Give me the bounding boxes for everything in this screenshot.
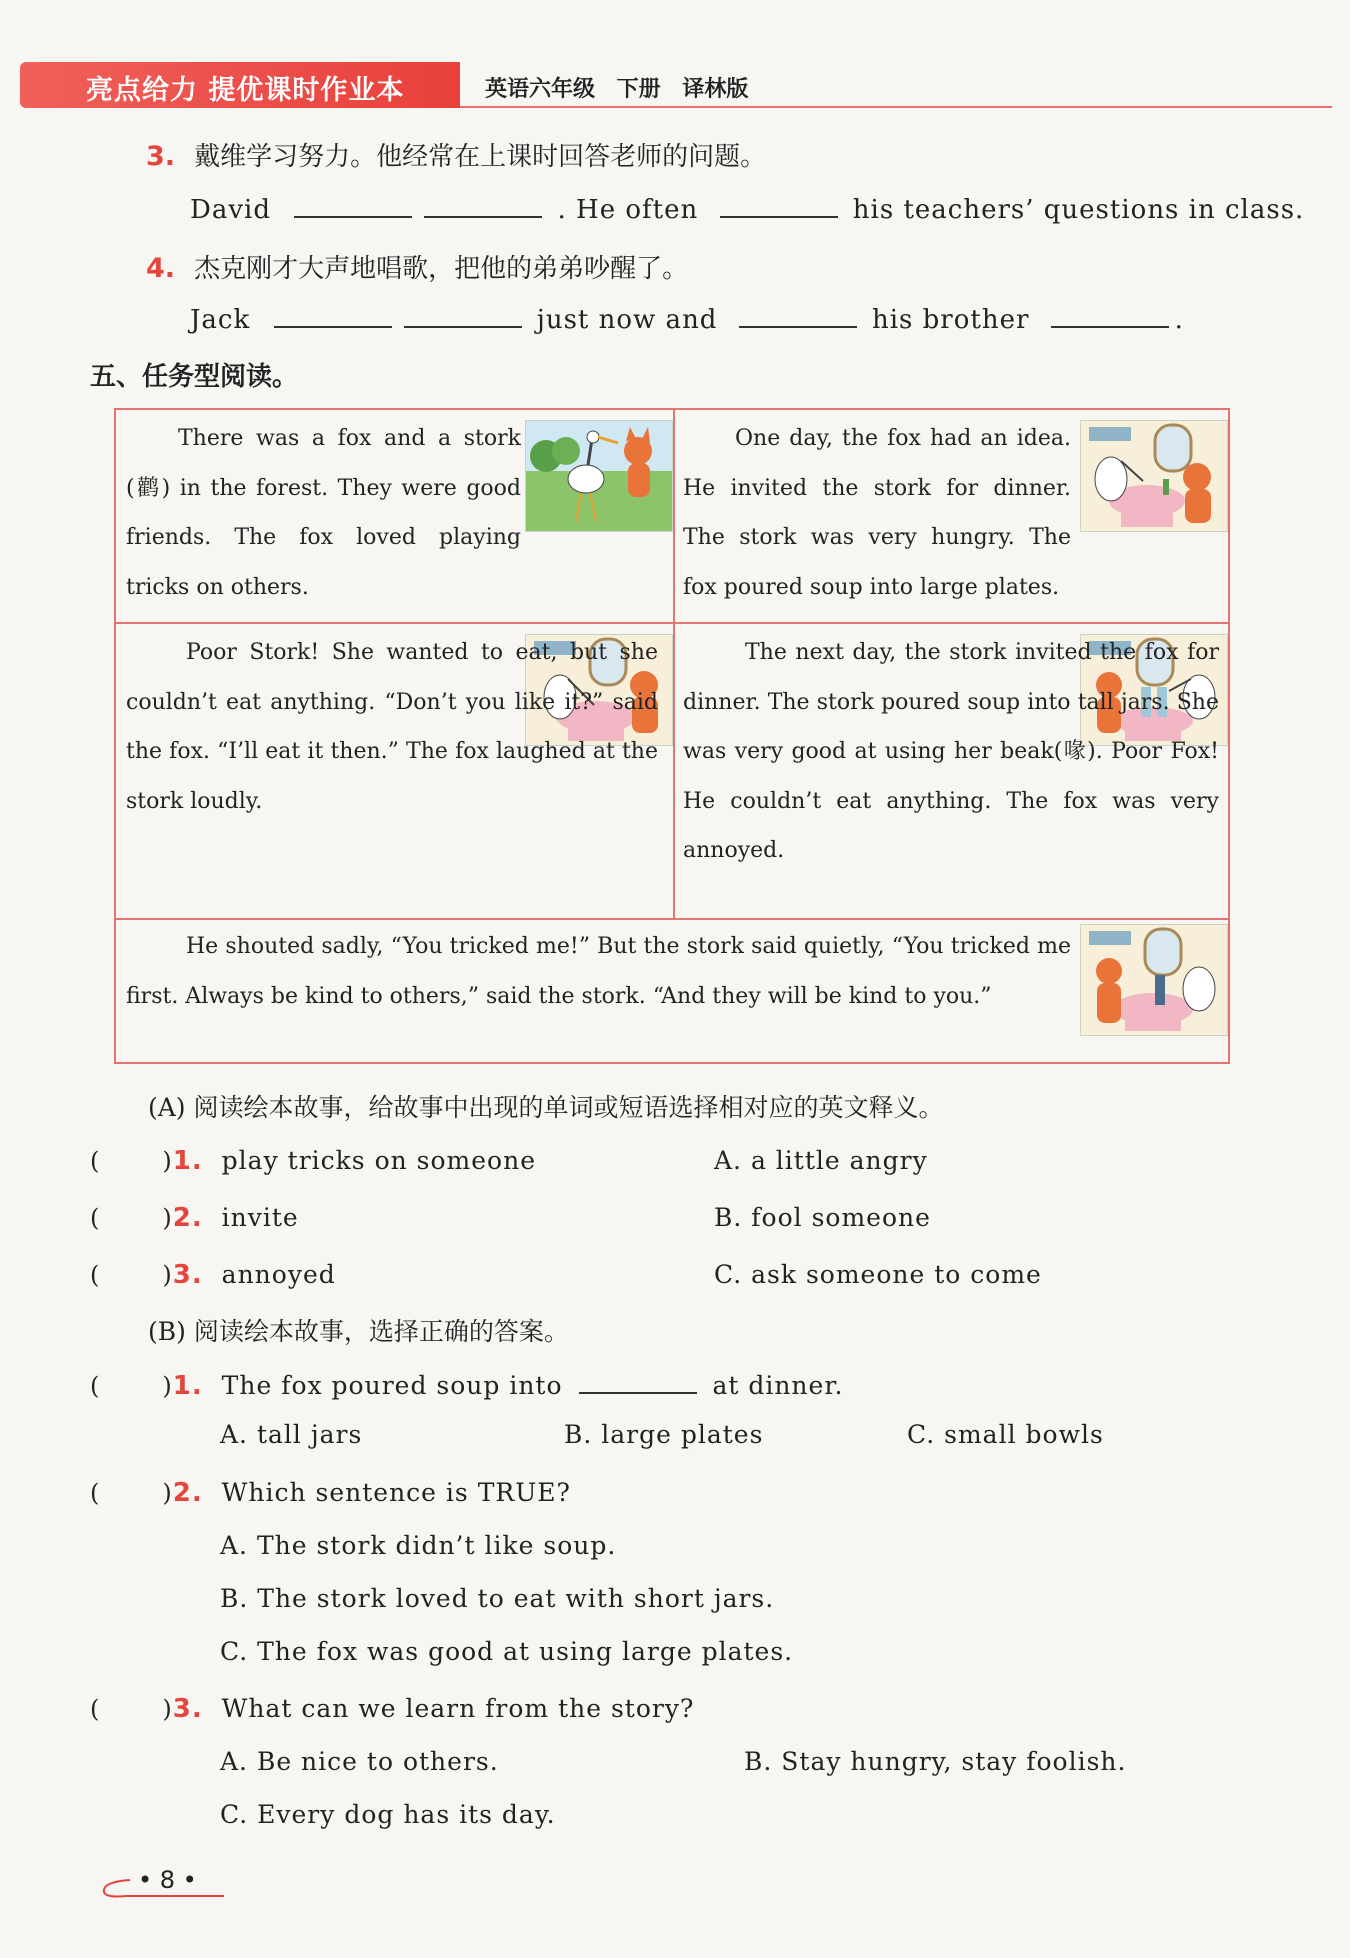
story-paragraph-4 xyxy=(683,628,1219,876)
question-number: 3. xyxy=(172,1260,203,1290)
option-b: B. The stork loved to eat with short jars. xyxy=(220,1584,775,1613)
part-b-question-3 xyxy=(90,1694,694,1724)
sentence-part: his teachers’ questions in class. xyxy=(852,195,1305,225)
story-text: The next day, the stork invited the fox for dinner. The stork poured soup into tall jars. She was very good at using her beak(喙). Poor Fox! He couldn’t eat anything. The fox was very annoyed. xyxy=(683,640,1219,863)
answer-paren-open: ( xyxy=(90,1147,101,1175)
answer-blank[interactable] xyxy=(424,192,542,218)
divider xyxy=(116,918,1228,920)
answer-blank[interactable] xyxy=(274,302,392,328)
answer-paren-open: ( xyxy=(90,1204,101,1232)
sentence-part: his brother xyxy=(871,305,1030,335)
part-b-question-2 xyxy=(90,1478,571,1508)
story-table xyxy=(114,408,1230,1064)
story-text: Poor Stork! She wanted to eat, but she couldn’t eat anything. “Don’t you like it?” said the fox. “I’ll eat it then.” The fox laughed at the stork loudly. xyxy=(126,640,658,814)
item-3-english xyxy=(190,192,1304,225)
story-paragraph-1 xyxy=(126,414,521,612)
item-4-english xyxy=(190,302,1184,335)
option-a: A. Be nice to others. xyxy=(220,1747,499,1776)
story-picture-fox-stork-table xyxy=(1080,924,1228,1036)
option-c: C. small bowls xyxy=(907,1420,1104,1449)
part-b-heading: (B) 阅读绘本故事，选择正确的答案。 xyxy=(148,1317,569,1346)
story-text: There was a fox and a stork (鹳) in the forest. They were good friends. The fox loved playing tricks on others. xyxy=(126,426,521,600)
answer-blank[interactable] xyxy=(579,1368,697,1394)
question-text: What can we learn from the story? xyxy=(221,1694,695,1723)
answer-paren-open: ( xyxy=(90,1372,101,1400)
answer-paren-close: ) xyxy=(162,1695,173,1723)
divider xyxy=(116,622,1228,624)
question-text: at dinner. xyxy=(712,1371,844,1400)
option-b: B. large plates xyxy=(564,1420,764,1449)
item-number: 3. xyxy=(146,141,176,172)
part-a-option-b: B. fool someone xyxy=(714,1203,931,1232)
part-a-heading: (A) 阅读绘本故事，给故事中出现的单词或短语选择相对应的英文释义。 xyxy=(148,1093,944,1122)
part-b-question-1 xyxy=(90,1368,843,1401)
answer-paren-close: ) xyxy=(162,1479,173,1507)
answer-blank[interactable] xyxy=(294,192,412,218)
answer-blank[interactable] xyxy=(720,192,838,218)
option-c: C. The fox was good at using large plates. xyxy=(220,1637,794,1666)
item-4-chinese xyxy=(146,248,688,285)
answer-paren-close: ) xyxy=(162,1372,173,1400)
header-subtitle: 英语六年级 下册 译林版 xyxy=(485,77,749,102)
header-brand: 亮点给力 提优课时作业本 xyxy=(86,75,405,106)
header-rule xyxy=(460,106,1332,108)
term-text: invite xyxy=(221,1203,299,1232)
answer-paren-close: ) xyxy=(162,1261,173,1289)
part-a-option-a: A. a little angry xyxy=(714,1146,928,1175)
page-number: • 8 • xyxy=(138,1866,197,1894)
story-paragraph-3 xyxy=(126,628,658,826)
part-a-row-1 xyxy=(90,1146,536,1176)
answer-paren-open: ( xyxy=(90,1695,101,1723)
story-picture-fox-dinner-plates xyxy=(1080,420,1228,532)
answer-blank[interactable] xyxy=(1051,302,1169,328)
story-text: One day, the fox had an idea. He invited the stork for dinner. The stork was very hungry. The fox poured soup into large plates. xyxy=(683,426,1071,600)
question-number: 1. xyxy=(172,1371,203,1401)
sentence-part: Jack xyxy=(190,305,251,335)
divider xyxy=(673,410,675,918)
option-a: A. The stork didn’t like soup. xyxy=(220,1531,617,1560)
section-5-title: 五、任务型阅读。 xyxy=(90,362,299,392)
part-a-option-c: C. ask someone to come xyxy=(714,1260,1042,1289)
answer-paren-close: ) xyxy=(162,1204,173,1232)
part-a-row-3 xyxy=(90,1260,336,1290)
question-number: 2. xyxy=(172,1478,203,1508)
answer-blank[interactable] xyxy=(404,302,522,328)
term-text: annoyed xyxy=(221,1260,336,1289)
item-number: 4. xyxy=(146,253,176,284)
answer-paren-open: ( xyxy=(90,1261,101,1289)
part-a-row-2 xyxy=(90,1203,299,1233)
sentence-part: David xyxy=(190,195,271,225)
item-chinese-text: 戴维学习努力。他经常在上课时回答老师的问题。 xyxy=(194,142,767,172)
question-number: 1. xyxy=(172,1146,203,1176)
story-text: He shouted sadly, “You tricked me!” But the stork said quietly, “You tricked me first. Always be kind to others,” said the stork. “And they will be kind to you.” xyxy=(126,934,1071,1009)
answer-paren-open: ( xyxy=(90,1479,101,1507)
option-b: B. Stay hungry, stay foolish. xyxy=(744,1747,1127,1776)
story-paragraph-2 xyxy=(683,414,1071,612)
question-number: 2. xyxy=(172,1203,203,1233)
question-text: The fox poured soup into xyxy=(221,1371,563,1400)
sentence-part: . xyxy=(1174,305,1184,335)
sentence-part: . He often xyxy=(557,195,699,225)
item-3-chinese xyxy=(146,136,766,173)
option-c: C. Every dog has its day. xyxy=(220,1800,556,1829)
question-number: 3. xyxy=(172,1694,203,1724)
answer-paren-close: ) xyxy=(162,1147,173,1175)
answer-blank[interactable] xyxy=(739,302,857,328)
story-paragraph-5 xyxy=(126,922,1071,1021)
term-text: play tricks on someone xyxy=(221,1146,536,1175)
question-text: Which sentence is TRUE? xyxy=(221,1478,571,1507)
sentence-part: just now and xyxy=(536,305,718,335)
option-a: A. tall jars xyxy=(220,1420,363,1449)
item-chinese-text: 杰克刚才大声地唱歌，把他的弟弟吵醒了。 xyxy=(194,254,689,284)
story-picture-fox-stork-forest xyxy=(525,420,673,532)
